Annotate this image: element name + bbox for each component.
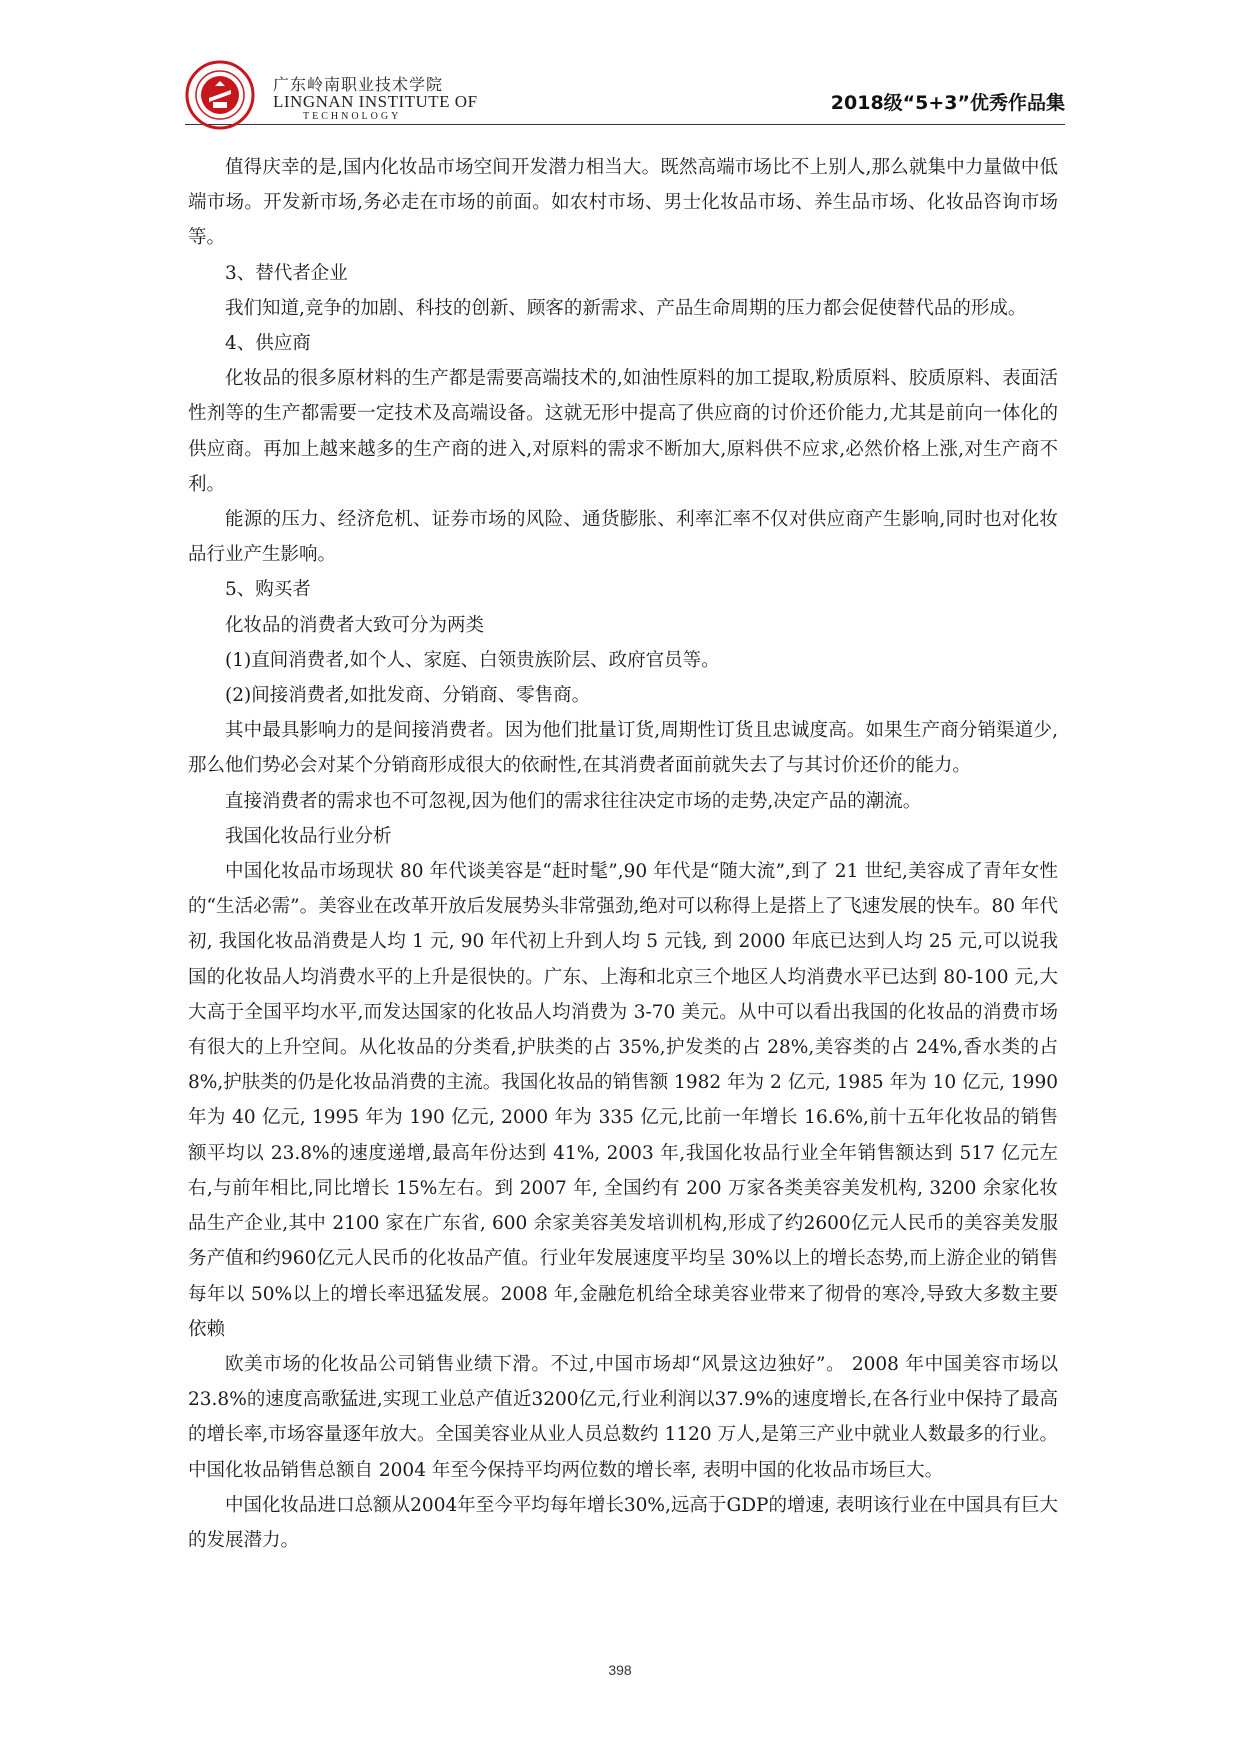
list-item: (2)间接消费者,如批发商、分销商、零售商。: [225, 685, 591, 707]
paragraph: 直接消费者的需求也不可忽视,因为他们的需求往往决定市场的走势,决定产品的潮流。: [225, 790, 922, 812]
collection-title: 2018级“5+3”优秀作品集: [830, 92, 1065, 114]
page-number: 398: [608, 1662, 632, 1678]
paragraph: 中国化妆品进口总额从2004年至今平均每年增长30%,远高于GDP的增速, 表明该行业在中国具有巨大的发展潜力。: [188, 1494, 1058, 1551]
paragraph: 值得庆幸的是,国内化妆品市场空间开发潜力相当大。既然高端市场比不上别人,那么就集中力量做中低端市场。开发新市场,务必走在市场的前面。如农村市场、男士化妆品市场、养生品市场、化妆品咨询市场等。: [188, 157, 1058, 249]
paragraph: 能源的压力、经济危机、证券市场的风险、通货膨胀、利率汇率不仅对供应商产生影响,同时也对化妆品行业产生影响。: [188, 509, 1058, 566]
section-heading: 我国化妆品行业分析: [225, 825, 392, 847]
institute-name-en: LINGNAN INSTITUTE OF: [273, 92, 478, 111]
section-heading: 5、购买者: [225, 579, 311, 601]
paragraph: 中国化妆品市场现状 80 年代谈美容是“赶时髦”,90 年代是“随大流”,到了 21 世纪,美容成了青年女性的“生活必需”。美容业在改革开放后发展势头非常强劲,绝对可以称得上是搭上了飞速发展的快车。80 年代初, 我国化妆品消费是人均 1 元, 90 年代初上升到人均 5 元钱, 到 2000 年底已达到人均 25 元,可以说我国的化妆品人均消费水平的上升是很快的。广东、上海和北京三个地区人均消费水平已达到 80-100 元,大大高于全国平均水平,而发达国家的化妆品人均消费为 3-70 美元。从中可以看出我国的化妆品的消费市场有很大的上升空间。从化妆品的分类看,护肤类的占 35%,护发类的占 28%,美容类的占 24%,香水类的占 8%,护肤类的仍是化妆品消费的主流。我国化妆品的销售额 1982 年为 2 亿元, 1985 年为 10 亿元, 1990 年为 40 亿元, 1995 年为 190 亿元, 2000 年为 335 亿元,比前一年增长 16.6%,前十五年化妆品的销售额平均以 23.8%的速度递增,最高年份达到 41%, 2003 年,我国化妆品行业全年销售额达到 517 亿元左右,与前年相比,同比增长 15%左右。到 2007 年, 全国约有 200 万家各类美容美发机构, 3200 余家化妆品生产企业,其中 2100 家在广东省, 600 余家美容美发培训机构,形成了约2600亿元人民币的美容美发服务产值和约960亿元人民币的化妆品产值。行业年发展速度平均呈 30%以上的增长态势,而上游企业的销售每年以 50%以上的增长率迅猛发展。2008 年,金融危机给全球美容业带来了彻骨的寒冷,导致大多数主要依赖: [188, 861, 1058, 1340]
paragraph: 化妆品的消费者大致可分为两类: [225, 614, 485, 636]
paragraph: 化妆品的很多原材料的生产都是需要高端技术的,如油性原料的加工提取,粉质原料、胶质原料、表面活性剂等的生产都需要一定技术及高端设备。这就无形中提高了供应商的讨价还价能力,尤其是前向一体化的供应商。再加上越来越多的生产商的进入,对原料的需求不断加大,原料供不应求,必然价格上涨,对生产商不利。: [188, 368, 1058, 495]
list-item: (1)直间消费者,如个人、家庭、白领贵族阶层、政府官员等。: [225, 649, 720, 671]
institute-name-cn: 广东岭南职业技术学院: [273, 75, 444, 94]
institute-logo-icon: [185, 60, 255, 130]
paragraph: 欧美市场的化妆品公司销售业绩下滑。不过,中国市场却“风景这边独好”。 2008 年中国美容市场以23.8%的速度高歌猛进,实现工业总产值近3200亿元,行业利润以37.9%的速度增长,在各行业中保持了最高的增长率,市场容量逐年放大。全国美容业从业人员总数约 1120 万人,是第三产业中就业人数最多的行业。中国化妆品销售总额自 2004 年至今保持平均两位数的增长率, 表明中国的化妆品市场巨大。: [188, 1353, 1058, 1481]
paragraph: 其中最具影响力的是间接消费者。因为他们批量订货,周期性订货且忠诚度高。如果生产商分销渠道少,那么他们势必会对某个分销商形成很大的依耐性,在其消费者面前就失去了与其讨价还价的能力。: [188, 720, 1058, 777]
paragraph: 我们知道,竞争的加剧、科技的创新、顾客的新需求、产品生命周期的压力都会促使替代品的形成。: [225, 297, 1027, 319]
section-heading: 4、供应商: [225, 333, 311, 355]
body-text: [188, 150, 1058, 1558]
institute-name-en-line2: TECHNOLOGY: [303, 111, 402, 122]
section-heading: 3、替代者企业: [225, 262, 348, 284]
page-header: [185, 60, 1065, 125]
